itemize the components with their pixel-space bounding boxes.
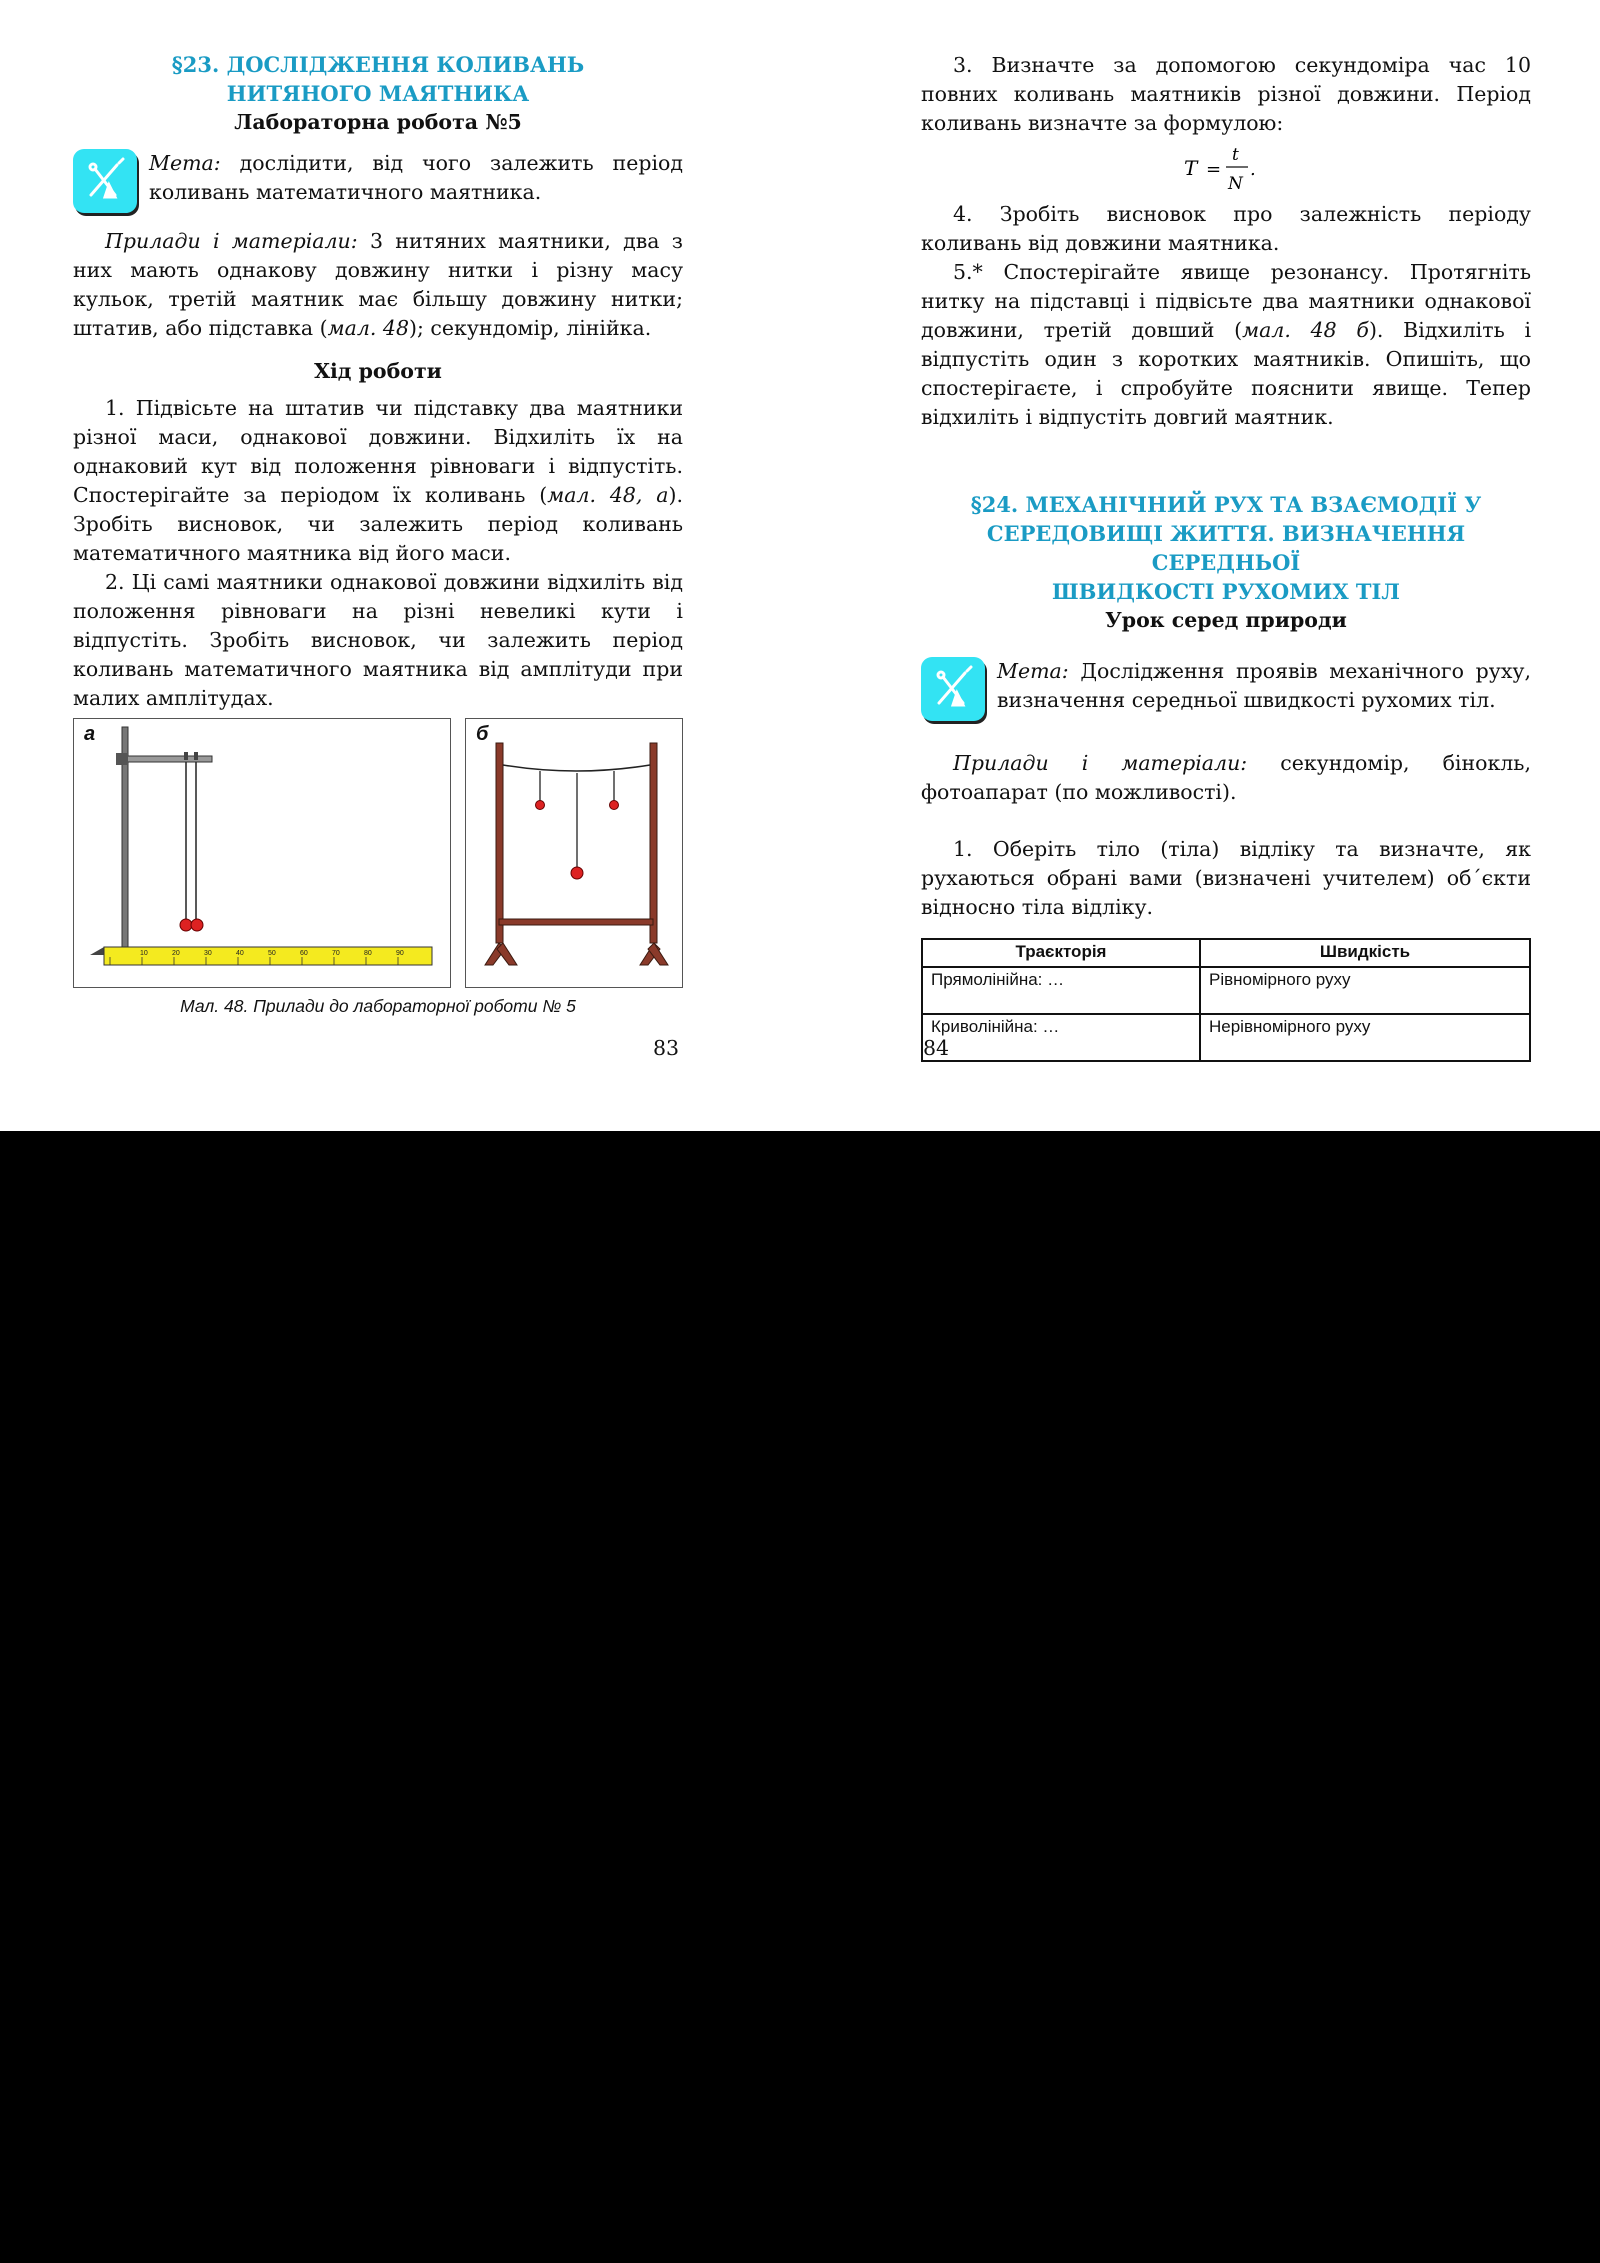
frame-post [650, 743, 657, 943]
materials-text: ); секундомір, лінійка. [409, 316, 652, 340]
ruler-tick-label: 40 [236, 950, 244, 957]
frame-post [496, 743, 503, 943]
ruler-tick-labels [140, 950, 404, 957]
section-title-line: §24. МЕХАНІЧНИЙ РУХ ТА ВЗАЄМОДІЇ У [970, 492, 1482, 517]
goal-text: дослідити, від чого залежить період коливань математичного маятника. [149, 151, 683, 204]
section-title-line: §23. ДОСЛІДЖЕННЯ КОЛИВАНЬ [171, 52, 585, 77]
step-1 [73, 394, 683, 568]
horizontal-string [503, 765, 650, 771]
ruler-tick-label: 50 [268, 950, 276, 957]
materials-paragraph [921, 749, 1531, 807]
motion-table [921, 938, 1531, 1062]
lab-tools-icon-glyph [79, 155, 131, 207]
stand-clamp [116, 753, 128, 765]
step-3: 3. Визначте за допомогою секундоміра час 10 повних коливань маятників різної довжини. Період коливань визначте за формулою: [921, 53, 1531, 135]
page-number: 84 [923, 1036, 950, 1060]
pendulum-ball [191, 919, 203, 931]
formula-symbol: T [1184, 156, 1198, 180]
goal-text: Дослідження проявів механічного руху, визначення середньої швидкості рухомих тіл. [997, 659, 1531, 712]
string-holder [194, 752, 198, 760]
page-number: 83 [653, 1036, 680, 1060]
formula-symbol: . [1250, 159, 1256, 180]
pendulum-ball [610, 801, 619, 810]
materials-paragraph [73, 227, 683, 343]
step-text: 1. Підвісьте на штатив чи підставку два маятники різної маси, однакової довжини. Відхиліть їх на однаковий кут від положення рівноваги і відпустіть. Спостерігайте за періодом їх коливань ( [73, 396, 683, 507]
pendulum-ball [571, 867, 583, 879]
figure-48a [73, 718, 451, 988]
table-header-row [922, 939, 1530, 967]
table-row [922, 967, 1530, 1014]
formula-denominator: N [1228, 174, 1243, 194]
section-title-line: СЕРЕДОВИЩІ ЖИТТЯ. ВИЗНАЧЕННЯ СЕРЕДНЬОЇ [986, 521, 1466, 575]
resonance-frame [466, 719, 682, 987]
lab-tools-icon-glyph [927, 663, 979, 715]
materials-text: 3 нитяних маятники, два з них мають однакову довжину нитки і різну масу кульок, третій маятник має більшу довжину нитки; штатив, або підставка ( [73, 229, 683, 340]
table-header-cell: Швидкість [1200, 939, 1530, 967]
step-5 [921, 258, 1531, 432]
materials-label: Прилади і матеріали: [953, 751, 1248, 775]
table-row [922, 1014, 1530, 1061]
materials-label: Прилади і матеріали: [105, 229, 358, 253]
stand-crossbar [120, 756, 212, 762]
step-text: ). Відхиліть і відпустіть один з коротких маятників. Опишіть, що спостерігаєте, і спробуйте пояснити явище. Тепер відхиліть і відпустіть довгий маятник. [921, 318, 1532, 429]
section-title [73, 50, 683, 108]
goal-paragraph [149, 149, 683, 207]
section-title-line: ШВИДКОСТІ РУХОМИХ ТІЛ [1052, 579, 1400, 604]
figure-48 [73, 718, 683, 988]
ruler-tick-label: 70 [332, 950, 340, 957]
ruler-tick-label: 30 [204, 950, 212, 957]
figure-caption: Мал. 48. Прилади до лабораторної роботи № 5 [180, 996, 576, 1016]
procedure-heading: Хід роботи [314, 359, 442, 383]
ruler-tick-label: 80 [364, 950, 372, 957]
step-text: ). Зробіть висновок, чи залежить період коливань математичного маятника від його маси. [73, 483, 683, 565]
table-cell: Прямолінійна: … [922, 967, 1200, 1014]
figure-reference: мал. 48 [327, 316, 409, 340]
page-84 [921, 0, 1531, 1062]
section-title [921, 490, 1531, 606]
formula-symbol: = [1206, 159, 1222, 180]
goal-label: Мета: [997, 659, 1069, 683]
ruler-tick-label: 10 [140, 950, 148, 957]
lesson-subtitle: Урок серед природи [1105, 608, 1347, 632]
stand-with-pendulums [74, 719, 450, 987]
string-holder [184, 752, 188, 760]
figure-48b [465, 718, 683, 988]
pendulum-ball [180, 919, 192, 931]
lab-subtitle: Лабораторна робота №5 [234, 110, 522, 134]
frame-crossbar [499, 919, 653, 925]
table-cell: Криволінійна: … [922, 1014, 1200, 1061]
section-title-line: НИТЯНОГО МАЯТНИКА [226, 81, 530, 106]
step-4: 4. Зробіть висновок про залежність періоду коливань від довжини маятника. [921, 202, 1531, 255]
period-formula [921, 138, 1531, 200]
figure-reference: мал. 48 б [1242, 318, 1369, 342]
goal-block [73, 149, 683, 213]
goal-paragraph [997, 657, 1531, 715]
table-cell: Рівномірного руху [1200, 967, 1530, 1014]
formula-graphic [1176, 138, 1286, 200]
table-cell: Нерівномірного руху [1200, 1014, 1530, 1061]
page-83 [73, 0, 683, 1060]
lab-tools-icon [921, 657, 985, 721]
materials-text: секундомір, бінокль, фотоапарат (по можливості). [921, 751, 1531, 804]
ruler-tick-label: 90 [396, 950, 404, 957]
ruler-tick-label: 20 [172, 950, 180, 957]
book-spread [0, 0, 1600, 1131]
ruler-tick-label: 60 [300, 950, 308, 957]
step-2: 2. Ці самі маятники однакової довжини відхиліть від положення рівноваги на різні невеликі кути і відпустіть. Зробіть висновок, чи залежить період коливань математичного маятника від амплітуди при малих амплітудах. [73, 570, 683, 710]
figure-b-label: б [476, 723, 489, 745]
goal-block [921, 657, 1531, 721]
table-header-cell: Траєкторія [922, 939, 1200, 967]
figure-a-label: а [84, 723, 96, 745]
step-1: 1. Оберіть тіло (тіла) відліку та визначте, як рухаються обрані вами (визначені учителем) об΄єкти відносно тіла відліку. [921, 837, 1531, 919]
lab-tools-icon [73, 149, 137, 213]
pendulum-ball [536, 801, 545, 810]
figure-reference: мал. 48, а [547, 483, 669, 507]
formula-numerator: t [1232, 145, 1239, 165]
goal-label: Мета: [149, 151, 221, 175]
step-text: 5.* Спостерігайте явище резонансу. Протягніть нитку на підставці і підвісьте два маятники однакової довжини, третій довший ( [921, 260, 1531, 342]
